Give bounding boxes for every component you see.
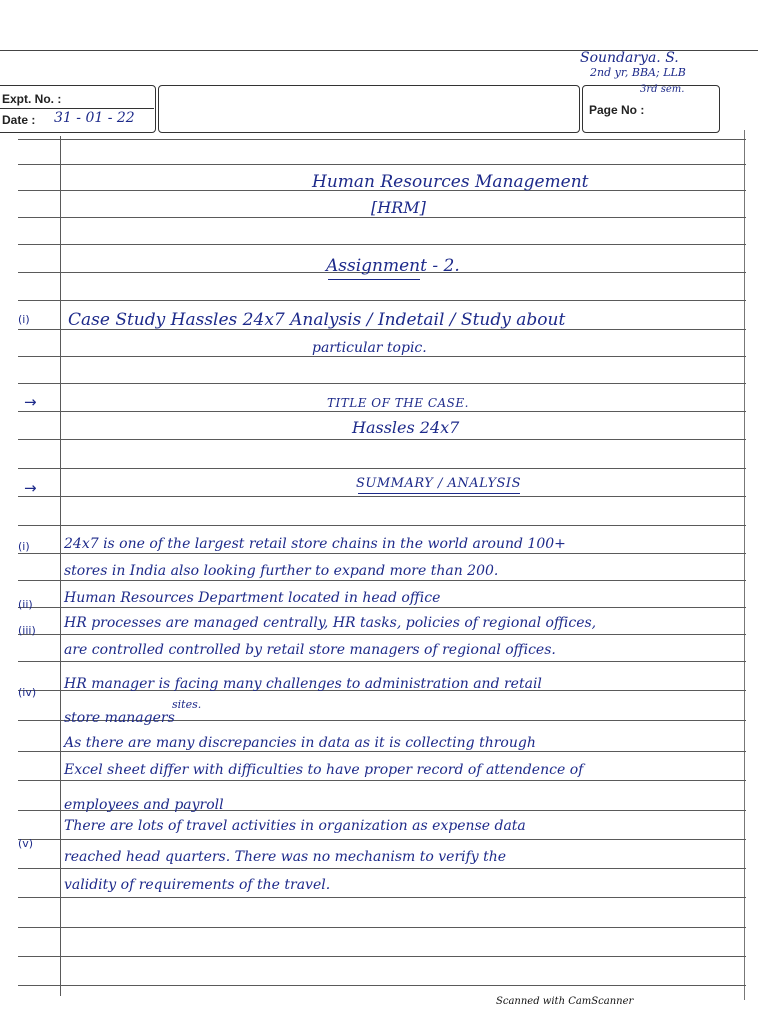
question-marker: (i) (18, 313, 30, 326)
point-4-line-3: As there are many discrepancies in data as it is collecting through (64, 735, 536, 751)
point-marker: (iii) (18, 624, 36, 637)
page-no-label: Page No : (589, 103, 645, 117)
date-value: 31 - 01 - 22 (54, 110, 135, 126)
point-4-line-2: store managers (64, 710, 175, 726)
ruled-line (18, 244, 746, 245)
expt-date-divider (0, 108, 154, 109)
summary-heading: SUMMARY / ANALYSIS (356, 476, 521, 491)
ruled-line (18, 634, 746, 635)
ruled-line (18, 496, 746, 497)
point-marker: (ii) (18, 598, 33, 611)
point-2-line-1: Human Resources Department located in head office (64, 590, 441, 606)
scanner-watermark: Scanned with CamScanner (496, 996, 634, 1007)
point-5-line-2: reached head quarters. There was no mechanism to verify the (64, 849, 507, 865)
ruled-line (18, 985, 746, 986)
point-marker: (v) (18, 837, 34, 850)
ruled-line (18, 139, 746, 140)
ruled-line (18, 780, 746, 781)
arrow-icon: → (24, 479, 37, 497)
ruled-line (18, 897, 746, 898)
ruled-line (18, 956, 746, 957)
point-4-insert: sites. (172, 698, 202, 711)
question-line-1: Case Study Hassles 24x7 Analysis / Indetail / Study about (68, 310, 566, 330)
ruled-line (18, 553, 746, 554)
point-4-line-5: employees and payroll (64, 797, 224, 813)
case-name: Hassles 24x7 (352, 418, 460, 437)
point-1-line-1: 24x7 is one of the largest retail store chains in the world around 100+ (64, 536, 566, 552)
point-marker: (iv) (18, 686, 37, 699)
ruled-line (18, 383, 746, 384)
ruled-line (18, 839, 746, 840)
point-4-line-4: Excel sheet differ with difficulties to have proper record of attendence of (64, 762, 584, 778)
assignment-underline (328, 279, 420, 280)
ruled-line (18, 607, 746, 608)
author-semester: 3rd sem. (640, 84, 685, 95)
ruled-line (18, 525, 746, 526)
point-5-line-1: There are lots of travel activities in organization as expense data (64, 818, 526, 834)
summary-underline (358, 493, 520, 494)
ruled-line (18, 164, 746, 165)
date-label: Date : (2, 113, 36, 127)
author-course: 2nd yr, BBA; LLB (590, 66, 686, 79)
ruled-line (18, 439, 746, 440)
point-3-line-2: are controlled controlled by retail store managers of regional offices. (64, 642, 556, 658)
sheet-right-edge (744, 130, 745, 1000)
ruled-line (18, 217, 746, 218)
ruled-line (18, 580, 746, 581)
point-3-line-1: HR processes are managed centrally, HR tasks, policies of regional offices, (64, 615, 597, 631)
ruled-line (18, 356, 746, 357)
ruled-line (18, 868, 746, 869)
ruled-line (18, 411, 746, 412)
arrow-icon: → (24, 393, 37, 411)
ruled-line (18, 927, 746, 928)
header-title-box (158, 85, 580, 133)
point-marker: (i) (18, 540, 30, 553)
point-5-line-3: validity of requirements of the travel. (64, 877, 331, 893)
question-line-2: particular topic. (312, 340, 427, 356)
ruled-line (18, 300, 746, 301)
point-1-line-2: stores in India also looking further to expand more than 200. (64, 563, 499, 579)
subject-abbrev: [HRM] (371, 198, 426, 217)
author-name: Soundarya. S. (580, 50, 679, 66)
assignment-heading: Assignment - 2. (326, 256, 460, 276)
margin-line (60, 136, 61, 996)
ruled-line (18, 661, 746, 662)
expt-no-label: Expt. No. : (2, 92, 62, 106)
point-4-line-1: HR manager is facing many challenges to administration and retail (64, 676, 542, 692)
subject-title: Human Resources Management (312, 172, 589, 192)
ruled-line (18, 468, 746, 469)
title-of-case-heading: TITLE OF THE CASE. (327, 396, 469, 410)
ruled-line (18, 751, 746, 752)
